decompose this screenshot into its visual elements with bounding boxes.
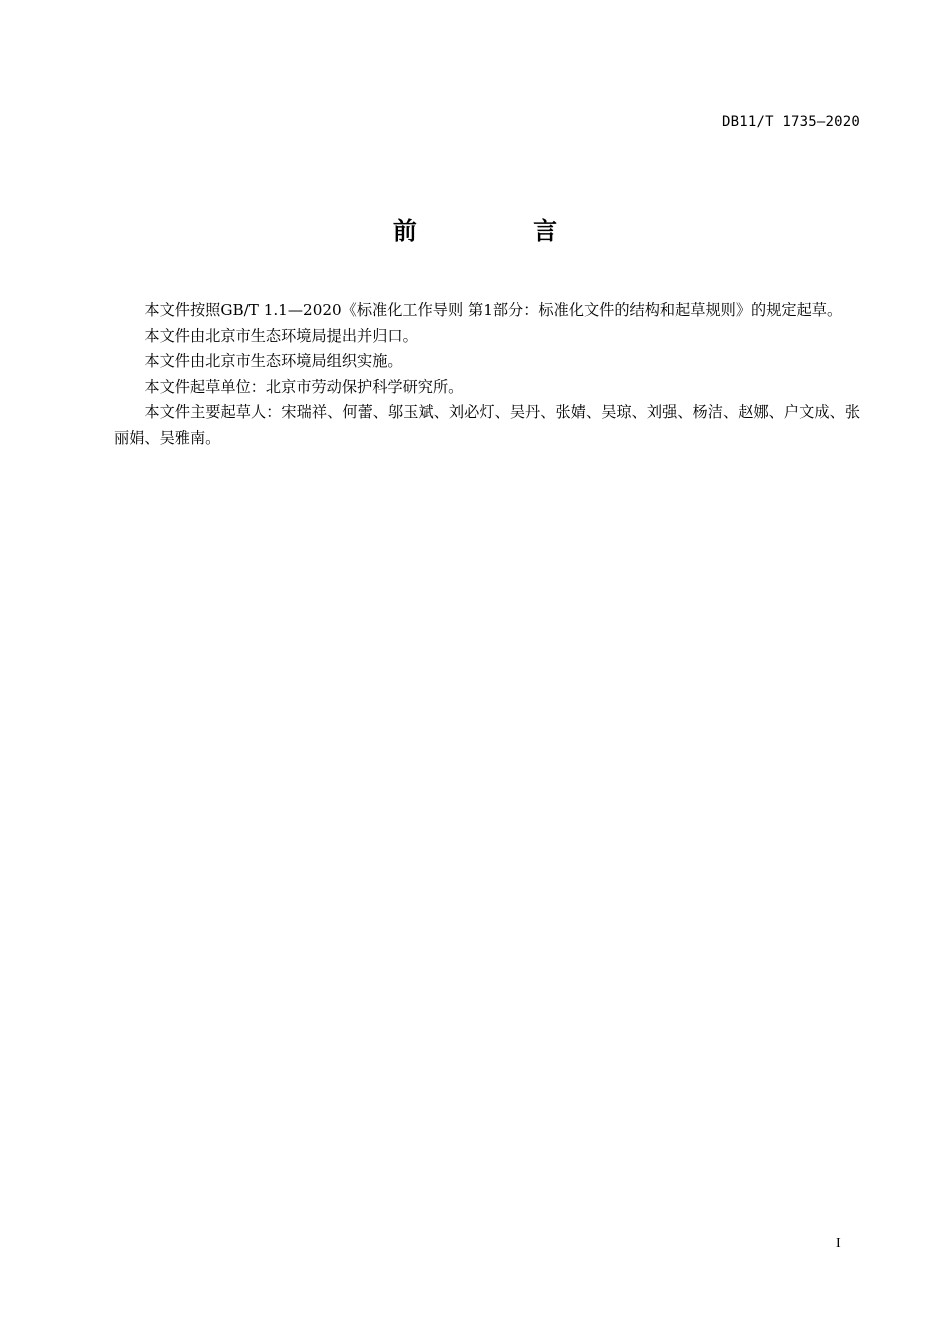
page-title: 前 言 — [392, 217, 612, 245]
paragraph-drafting-unit: 本文件起草单位：北京市劳动保护科学研究所。 — [144, 377, 464, 396]
foreword-body — [114, 298, 860, 451]
paragraph-main-drafters: 本文件主要起草人：宋瑞祥、何蕾、邬玉斌、刘必灯、吴丹、张婧、吴琼、刘强、杨洁、赵娜、户文成、张丽娟、吴雅南。 — [114, 403, 860, 447]
page-number: I — [836, 1236, 841, 1251]
paragraph-proposed-by: 本文件由北京市生态环境局提出并归口。 — [144, 326, 418, 345]
paragraph-implemented-by: 本文件由北京市生态环境局组织实施。 — [144, 352, 403, 370]
document-code: DB11/T 1735—2020 — [721, 114, 860, 130]
paragraph-drafting-basis: 本文件按照GB/T 1.1—2020《标准化工作导则 第1部分：标准化文件的结构和起草规则》的规定起草。 — [144, 301, 843, 319]
